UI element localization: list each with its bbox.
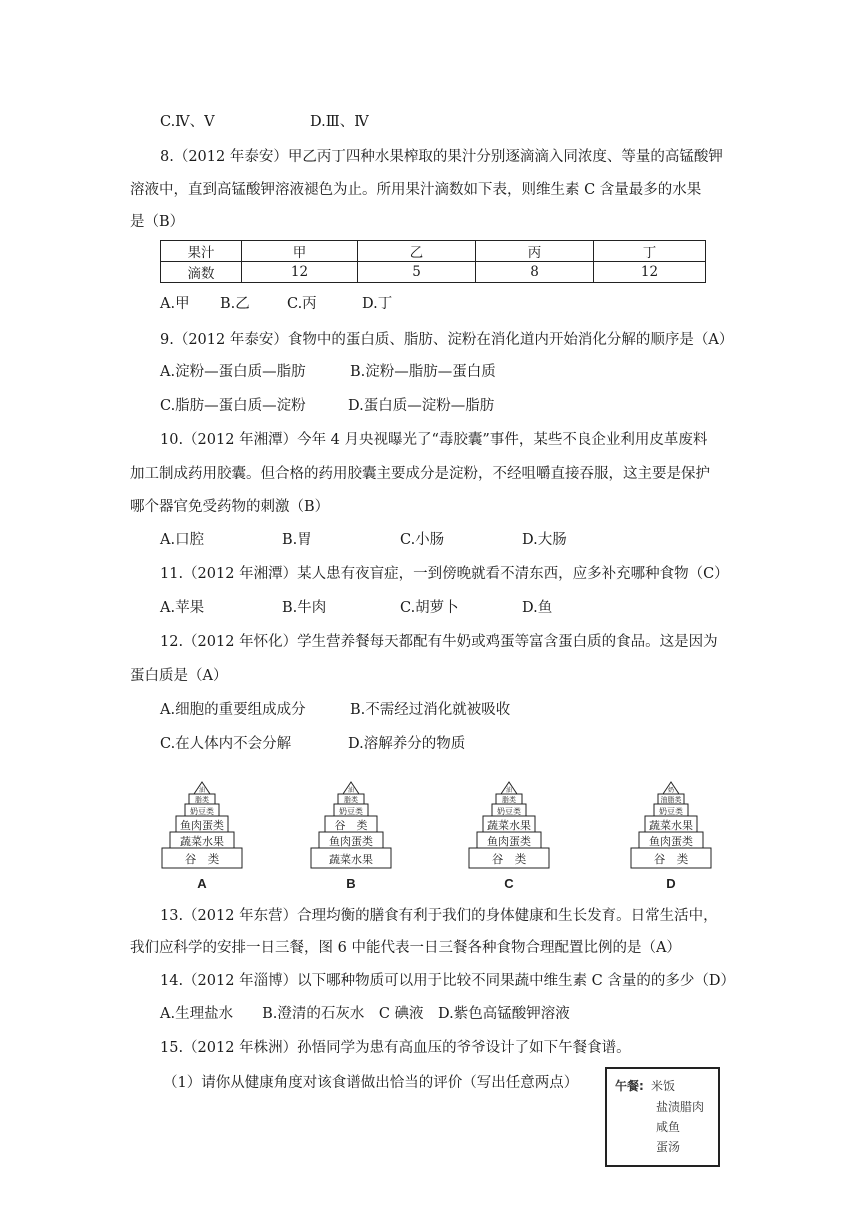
food-pyramid-b-graphic <box>309 780 429 892</box>
q9-option-d: D.蛋白质—淀粉—脂肪 <box>348 398 495 414</box>
q11-option-a: A.苹果 <box>160 600 205 616</box>
pyramid-layer-label: 蔬菜水果 <box>180 835 224 848</box>
pyramid-layer-label: 油 <box>347 787 355 794</box>
food-pyramid-a-graphic <box>160 780 280 892</box>
pyramid-layer-label: 蔬菜水果 <box>329 853 373 866</box>
q10-stem-line-2: 加工制成药用胶囊。但合格的药用胶囊主要成分是淀粉，不经咀嚼直接吞服，这主要是保护 <box>130 466 710 482</box>
q12-option-a: A.细胞的重要组成成分 <box>160 702 306 718</box>
q9-option-b: B.淀粉—脂肪—蛋白质 <box>350 364 496 380</box>
q11-option-d: D.鱼 <box>522 600 553 616</box>
q8-option-b: B.乙 <box>220 296 250 312</box>
q8-stem-line-3: 是（B） <box>130 214 185 230</box>
q8-option-d: D.丁 <box>362 296 393 312</box>
q7-option-d: D.Ⅲ、Ⅳ <box>310 114 369 130</box>
q11-option-b: B.牛肉 <box>282 600 327 616</box>
pyramid-layer-label: 脂类 <box>195 796 209 804</box>
q10-stem-line-1: 10.（2012 年湘潭）今年 4 月央视曝光了“毒胶囊”事件，某些不良企业利用皮革废料 <box>160 432 708 448</box>
menu-label: 午餐: <box>615 1079 644 1093</box>
food-pyramid-b <box>309 780 429 892</box>
q9-option-a: A.淀粉—蛋白质—脂肪 <box>160 364 306 380</box>
pyramid-layer-label: 奶 <box>667 787 675 794</box>
pyramid-letter: C <box>504 876 514 891</box>
q15-subquestion-1: （1）请你从健康角度对该食谱做出恰当的评价（写出任意两点） <box>163 1075 579 1091</box>
pyramid-layer-label: 油 <box>198 787 206 794</box>
table-cell: 8 <box>476 262 594 283</box>
pyramid-layer-label: 油脂类 <box>660 796 682 804</box>
q7-option-c: C.Ⅳ、Ⅴ <box>160 114 215 130</box>
pyramid-letter: D <box>666 876 676 891</box>
q10-option-b: B.胃 <box>282 532 312 548</box>
table-cell: 5 <box>358 262 476 283</box>
pyramid-layer-label: 鱼肉蛋类 <box>329 835 373 848</box>
pyramid-layer-label: 奶豆类 <box>659 807 683 816</box>
q8-option-c: C.丙 <box>287 296 317 312</box>
q9-option-c: C.脂肪—蛋白质—淀粉 <box>160 398 306 414</box>
q10-option-d: D.大肠 <box>522 532 567 548</box>
q8-option-a: A.甲 <box>160 296 190 312</box>
q8-stem-line-1: 8.（2012 年泰安）甲乙丙丁四种水果榨取的果汁分别逐滴滴入同浓度、等量的高锰酸钾 <box>160 149 723 165</box>
pyramid-layer-label: 蔬菜水果 <box>649 819 693 832</box>
lunch-menu-box <box>605 1067 720 1167</box>
menu-item: 咸鱼 <box>656 1120 681 1134</box>
pyramid-layer-label: 鱼肉蛋类 <box>180 819 224 832</box>
table-header-row <box>161 241 706 262</box>
q11-option-c: C.胡萝卜 <box>400 600 459 616</box>
food-pyramid-d-graphic <box>629 780 749 892</box>
pyramid-layer-label: 鱼肉蛋类 <box>487 835 531 848</box>
q8-stem-line-2: 溶液中，直到高锰酸钾溶液褪色为止。所用果汁滴数如下表，则维生素 C 含量最多的水果 <box>130 182 702 198</box>
pyramid-layer-label: 油 <box>505 787 513 794</box>
pyramid-letter: B <box>346 876 356 891</box>
pyramid-layer-label: 奶豆类 <box>190 807 214 816</box>
table-cell: 乙 <box>358 241 476 262</box>
pyramid-layer-label: 鱼肉蛋类 <box>649 835 693 848</box>
pyramid-layer-label: 谷 类 <box>491 852 527 866</box>
pyramid-layer-label: 谷 类 <box>184 852 220 866</box>
table-cell: 12 <box>242 262 358 283</box>
menu-item: 米饭 <box>651 1079 676 1093</box>
q14-stem: 14.（2012 年淄博）以下哪种物质可以用于比较不同果蔬中维生素 C 含量的的多少（D） <box>160 973 736 989</box>
pyramid-layer-label: 奶豆类 <box>339 807 363 816</box>
pyramid-layer-label: 谷 类 <box>334 819 368 832</box>
table-cell: 甲 <box>242 241 358 262</box>
food-pyramid-c-graphic <box>467 780 587 892</box>
menu-item: 蛋汤 <box>656 1140 681 1154</box>
q12-option-c: C.在人体内不会分解 <box>160 736 292 752</box>
pyramid-layer-label: 脂类 <box>344 796 358 804</box>
q13-stem-line-1: 13.（2012 年东营）合理均衡的膳食有利于我们的身体健康和生长发育。日常生活中， <box>160 908 718 924</box>
q12-option-d: D.溶解养分的物质 <box>348 736 466 752</box>
table-cell: 果汁 <box>161 241 242 262</box>
q10-option-a: A.口腔 <box>160 532 205 548</box>
q9-stem: 9.（2012 年泰安）食物中的蛋白质、脂肪、淀粉在消化道内开始消化分解的顺序是（A） <box>160 332 734 348</box>
pyramid-letter: A <box>197 876 207 891</box>
q12-option-b: B.不需经过消化就被吸收 <box>350 702 511 718</box>
pyramid-layer-label: 蔬菜水果 <box>487 819 531 832</box>
food-pyramid-a <box>160 780 280 892</box>
q10-option-c: C.小肠 <box>400 532 445 548</box>
table-cell: 12 <box>594 262 706 283</box>
table-row <box>161 262 706 283</box>
q13-stem-line-2: 我们应科学的安排一日三餐，图 6 中能代表一日三餐各种食物合理配置比例的是（A） <box>130 940 681 956</box>
q10-stem-line-3: 哪个器官免受药物的刺激（B） <box>130 499 330 515</box>
pyramid-layer-label: 奶豆类 <box>497 807 521 816</box>
q12-stem-line-1: 12.（2012 年怀化）学生营养餐每天都配有牛奶或鸡蛋等富含蛋白质的食品。这是因为 <box>160 634 718 650</box>
pyramid-layer-label: 脂类 <box>502 796 516 804</box>
table-cell: 丁 <box>594 241 706 262</box>
q14-options: A.生理盐水 B.澄清的石灰水 C 碘液 D.紫色高锰酸钾溶液 <box>160 1006 570 1022</box>
q11-stem: 11.（2012 年湘潭）某人患有夜盲症，一到傍晚就看不清东西，应多补充哪种食物（C） <box>160 566 729 582</box>
table-cell: 丙 <box>476 241 594 262</box>
menu-item: 盐渍腊肉 <box>656 1100 705 1114</box>
juice-drops-table <box>160 240 706 283</box>
pyramid-layer-label: 谷 类 <box>653 852 689 866</box>
q15-stem: 15.（2012 年株洲）孙悟同学为患有高血压的爷爷设计了如下午餐食谱。 <box>160 1040 631 1056</box>
food-pyramid-d <box>629 780 749 892</box>
table-cell: 滴数 <box>161 262 242 283</box>
q12-stem-line-2: 蛋白质是（A） <box>130 668 228 684</box>
food-pyramid-c <box>467 780 587 892</box>
